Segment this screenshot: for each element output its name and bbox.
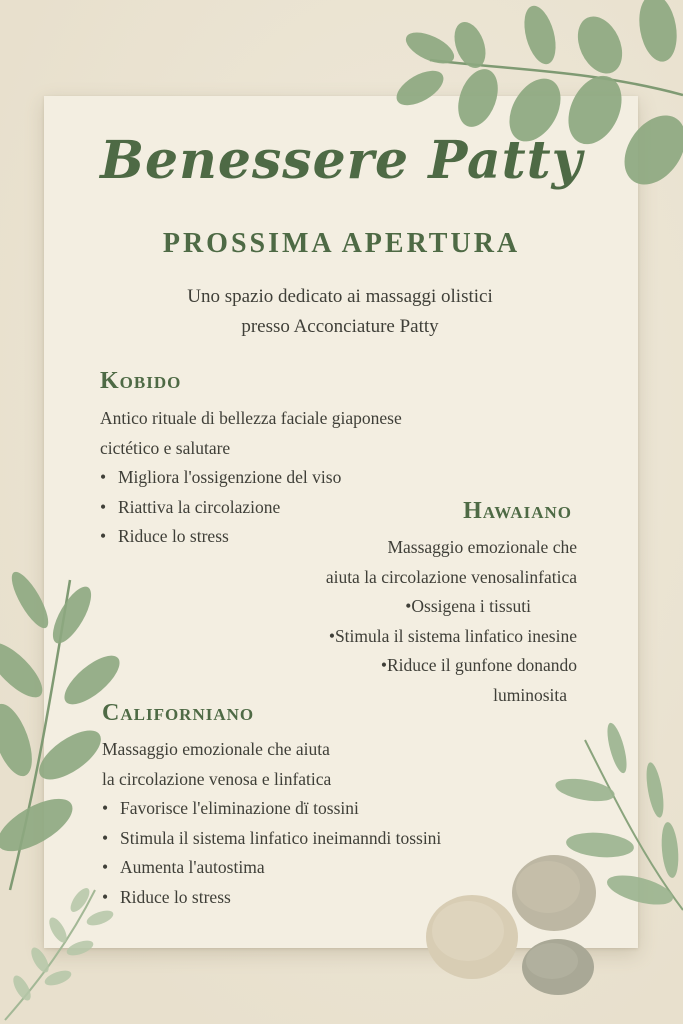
californiano-description: Massaggio emozionale che aiuta bbox=[102, 739, 330, 759]
hawaiano-description: aiuta la circolazione venosalinfatica bbox=[325, 566, 577, 587]
intro-line: presso Acconciature Patty bbox=[241, 316, 439, 337]
list-item: • Stimula il sistema linfatico ineimanndi tossini bbox=[102, 824, 441, 854]
list-item: • Stimula il sistema linfatico inesine bbox=[240, 622, 577, 652]
kobido-section bbox=[100, 404, 402, 552]
page-title: Benessere Patty bbox=[100, 130, 583, 191]
list-item: • Riduce il gunfone donando bbox=[240, 651, 577, 681]
spa-stones bbox=[420, 845, 610, 1005]
hawaiano-description: Massaggio emozionale che bbox=[387, 537, 577, 557]
hawaiano-section bbox=[240, 533, 577, 710]
list-item: • Riduce lo stress bbox=[102, 883, 441, 913]
list-item: • Favorisce l'eliminazione dï tossini bbox=[102, 794, 441, 824]
kobido-title: Kobido bbox=[100, 368, 182, 394]
list-item-continuation: luminosita bbox=[493, 684, 567, 705]
intro-line: Uno spazio dedicato ai massaggi olistici bbox=[187, 286, 493, 307]
intro-text bbox=[90, 282, 590, 342]
opening-subtitle: PROSSIMA APERTURA bbox=[162, 228, 521, 259]
kobido-description: cictético e salutare bbox=[100, 437, 231, 458]
list-item: • Riattiva la circolazione bbox=[100, 493, 402, 523]
list-item: • Ossigena i tissuti bbox=[240, 592, 577, 622]
californiano-description: la circolazione venosa e linfatica bbox=[102, 768, 332, 789]
kobido-description: Antico rituale di bellezza faciale giaponese bbox=[100, 408, 402, 428]
list-item: • Aumenta l'autostima bbox=[102, 853, 441, 883]
list-item: • Riduce lo stress bbox=[100, 522, 402, 552]
californiano-title: Californiano bbox=[102, 700, 255, 726]
list-item: • Migliora l'ossigenzione del viso bbox=[100, 463, 402, 493]
hawaiano-title: Hawaiano bbox=[463, 498, 572, 524]
californiano-section bbox=[102, 735, 441, 912]
